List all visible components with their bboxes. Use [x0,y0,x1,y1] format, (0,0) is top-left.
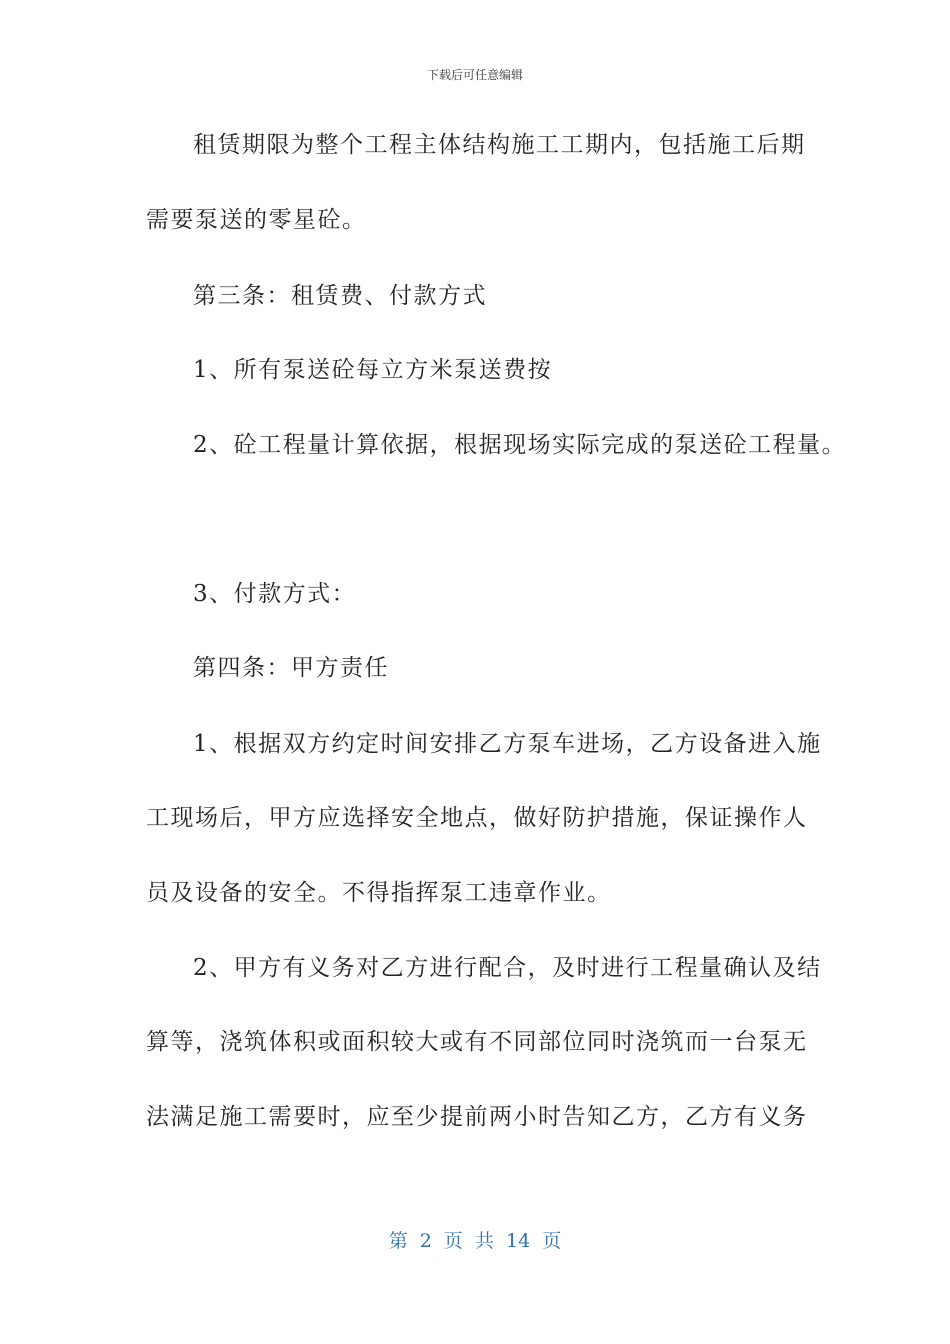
page-number-footer: 第 2 页 共 14 页 [388,1230,562,1252]
paragraph-line: 工现场后，甲方应选择安全地点，做好防护措施，保证操作人 [146,805,808,831]
paragraph-line: 1、所有泵送砼每立方米泵送费按 [193,357,553,383]
paragraph-line: 算等，浇筑体积或面积较大或有不同部位同时浇筑而一台泵无 [146,1029,808,1055]
paragraph-line: 3、付款方式： [193,581,357,607]
paragraph-line: 2、砼工程量计算依据，根据现场实际完成的泵送砼工程量。 [193,432,847,458]
section-heading: 第四条：甲方责任 [193,655,389,681]
paragraph-line: 1、根据双方约定时间安排乙方泵车进场，乙方设备进入施 [193,731,822,757]
page-header-note: 下载后可任意编辑 [426,68,523,82]
paragraph-line: 员及设备的安全。不得指挥泵工违章作业。 [146,880,612,906]
paragraph-line: 法满足施工需要时，应至少提前两小时告知乙方，乙方有义务 [146,1104,808,1130]
paragraph-line: 需要泵送的零星砼。 [146,207,367,233]
paragraph-line: 租赁期限为整个工程主体结构施工工期内，包括施工后期 [193,132,806,158]
section-heading: 第三条：租赁费、付款方式 [193,283,487,309]
paragraph-line: 2、甲方有义务对乙方进行配合，及时进行工程量确认及结 [193,955,822,981]
